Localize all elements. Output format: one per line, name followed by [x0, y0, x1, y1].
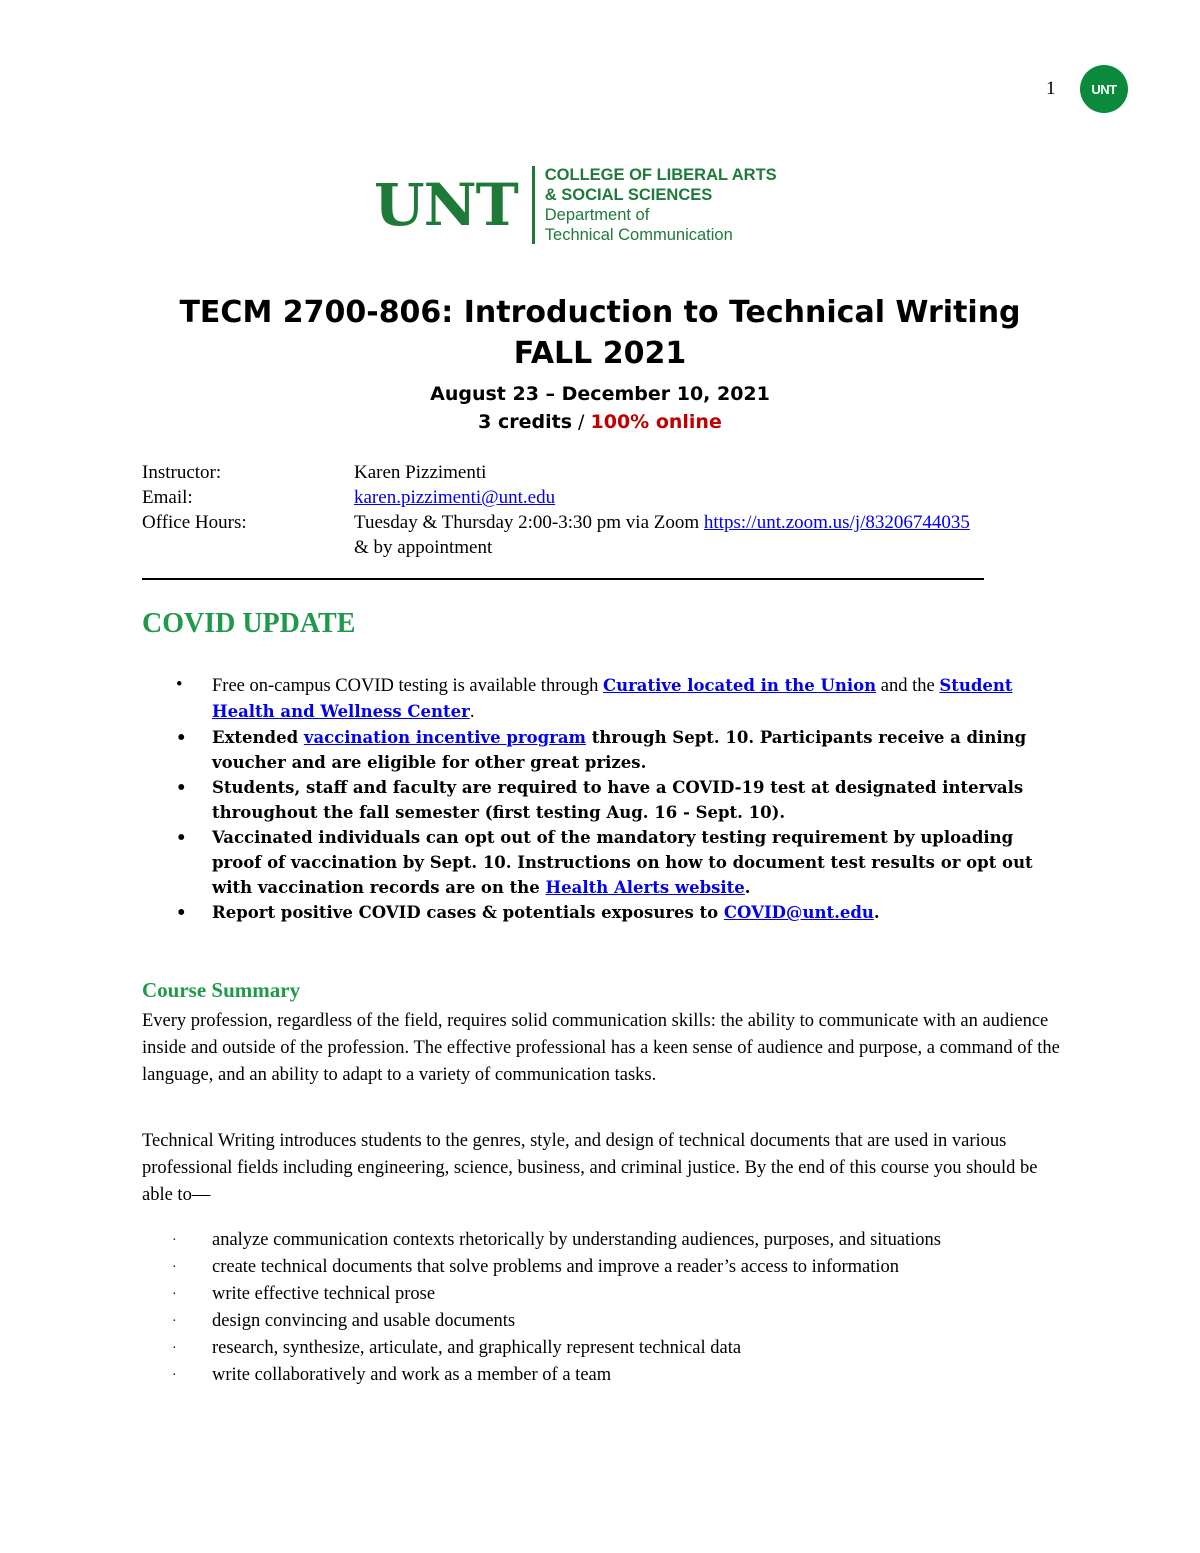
- department-logo: [374, 162, 777, 248]
- covid-item-opt-out: [142, 825, 1062, 900]
- student-health-link[interactable]: Student Health and Wellness Center: [212, 676, 1013, 721]
- instructor-label: Instructor:: [142, 462, 222, 483]
- office-hours-extra: & by appointment: [354, 537, 493, 558]
- instructor-name: Karen Pizzimenti: [354, 462, 487, 483]
- bullet: •: [176, 675, 183, 695]
- office-hours-label: Office Hours:: [142, 512, 247, 533]
- objectives-list: [142, 1227, 1062, 1389]
- objective-item: [142, 1254, 1062, 1281]
- covid-item-text: Extended: [212, 728, 304, 747]
- objective-text: write collaboratively and work as a member of a team: [212, 1365, 612, 1385]
- bullet: •: [176, 778, 187, 797]
- course-mode: 100% online: [590, 411, 722, 433]
- bullet: ·: [172, 1314, 177, 1329]
- covid-list: [142, 673, 1062, 925]
- logo-department-line2: Technical Communication: [544, 226, 733, 244]
- course-summary-heading: Course Summary: [142, 978, 301, 1002]
- logo-college-line2: & SOCIAL SCIENCES: [544, 186, 713, 204]
- covid-item-text: .: [873, 903, 880, 922]
- covid-item-testing: [142, 673, 1062, 725]
- email-link[interactable]: karen.pizzimenti@unt.edu: [354, 487, 556, 508]
- vaccination-incentive-link[interactable]: vaccination incentive program: [303, 728, 586, 747]
- office-hours-extra-row: [142, 535, 970, 560]
- bullet: •: [176, 728, 187, 747]
- course-summary-paragraph-2: Technical Writing introduces students to the genres, style, and design of technical documents that are used in various professional fields including engineering, science, business, and criminal justice. By the end of this course you should be able to—: [142, 1131, 1038, 1205]
- instructor-info: [142, 460, 970, 560]
- covid-email-link[interactable]: COVID@unt.edu: [723, 903, 874, 922]
- page-number: 1: [1046, 78, 1056, 99]
- covid-item-text: Report positive COVID cases & potentials exposures to: [212, 903, 724, 922]
- unt-seal-icon: [1080, 65, 1128, 113]
- email-label: Email:: [142, 487, 193, 508]
- covid-item-text: .: [744, 878, 751, 897]
- objective-text: analyze communication contexts rhetorically by understanding audiences, purposes, and situations: [212, 1230, 942, 1250]
- course-title: TECM 2700-806: Introduction to Technical Writing: [179, 295, 1021, 330]
- objective-item: [142, 1227, 1062, 1254]
- objective-text: research, synthesize, articulate, and graphically represent technical data: [212, 1338, 742, 1358]
- bullet: ·: [172, 1341, 177, 1356]
- seal-text: UNT: [1091, 81, 1117, 97]
- email-row: [142, 485, 970, 510]
- health-alerts-link[interactable]: Health Alerts website: [545, 878, 745, 897]
- course-credits: 3 credits: [478, 411, 573, 433]
- covid-item-required-testing: [142, 775, 1062, 825]
- objective-item: [142, 1308, 1062, 1335]
- objective-item: [142, 1281, 1062, 1308]
- instructor-row: [142, 460, 970, 485]
- covid-item-incentive: [142, 725, 1062, 775]
- logo-divider: [532, 166, 535, 244]
- logo-text: [545, 165, 777, 245]
- office-hours-value: [354, 510, 970, 535]
- course-title-block: [0, 292, 1200, 436]
- logo-college-line1: COLLEGE OF LIBERAL ARTS: [544, 166, 777, 184]
- logo-department-line1: Department of: [544, 206, 650, 224]
- covid-item-text: and the: [876, 676, 940, 696]
- course-credits-line: [0, 408, 1200, 436]
- bullet: •: [176, 903, 187, 922]
- covid-item-report: [142, 900, 1062, 925]
- bullet: •: [176, 828, 187, 847]
- covid-item-text: .: [469, 702, 475, 722]
- objective-item: [142, 1362, 1062, 1389]
- bullet: ·: [172, 1287, 177, 1302]
- covid-heading: COVID UPDATE: [142, 608, 356, 639]
- office-hours-text: Tuesday & Thursday 2:00-3:30 pm via Zoom: [354, 512, 704, 533]
- objective-text: create technical documents that solve problems and improve a reader’s access to information: [212, 1257, 899, 1277]
- covid-item-text: Free on-campus COVID testing is available through: [212, 676, 603, 696]
- bullet: ·: [172, 1260, 177, 1275]
- course-term: FALL 2021: [513, 336, 687, 371]
- logo-wordmark: UNT: [374, 171, 518, 239]
- bullet: ·: [172, 1368, 177, 1383]
- objective-text: write effective technical prose: [212, 1284, 436, 1304]
- covid-item-text: through Sept. 10. Participants receive a dining voucher and are eligible for other great prizes.: [212, 728, 1027, 772]
- bullet: ·: [172, 1233, 177, 1248]
- course-dates: August 23 – December 10, 2021: [430, 383, 770, 405]
- course-summary-paragraph-1: Every profession, regardless of the field, requires solid communication skills: the ability to communicate with an audience inside and outside of the profession. The effective professional has a keen sense of audience and purpose, a command of the language, and an ability to adapt to a variety of communication tasks.: [142, 1011, 1060, 1085]
- covid-item-text: Students, staff and faculty are required to have a COVID-19 test at designated intervals throughout the fall semester (first testing Aug. 16 - Sept. 10).: [212, 778, 1024, 822]
- office-hours-row: [142, 510, 970, 535]
- curative-link[interactable]: Curative located in the Union: [602, 676, 877, 695]
- credits-separator: /: [572, 411, 591, 433]
- objective-text: design convincing and usable documents: [212, 1311, 516, 1331]
- horizontal-rule: [142, 578, 984, 580]
- covid-item-text: Vaccinated individuals can opt out of the mandatory testing requirement by uploading proof of vaccination by Sept. 10. Instructions on how to document test results or opt out with vaccination records are on the: [212, 828, 1033, 897]
- zoom-link[interactable]: https://unt.zoom.us/j/83206744035: [703, 512, 970, 533]
- objective-item: [142, 1335, 1062, 1362]
